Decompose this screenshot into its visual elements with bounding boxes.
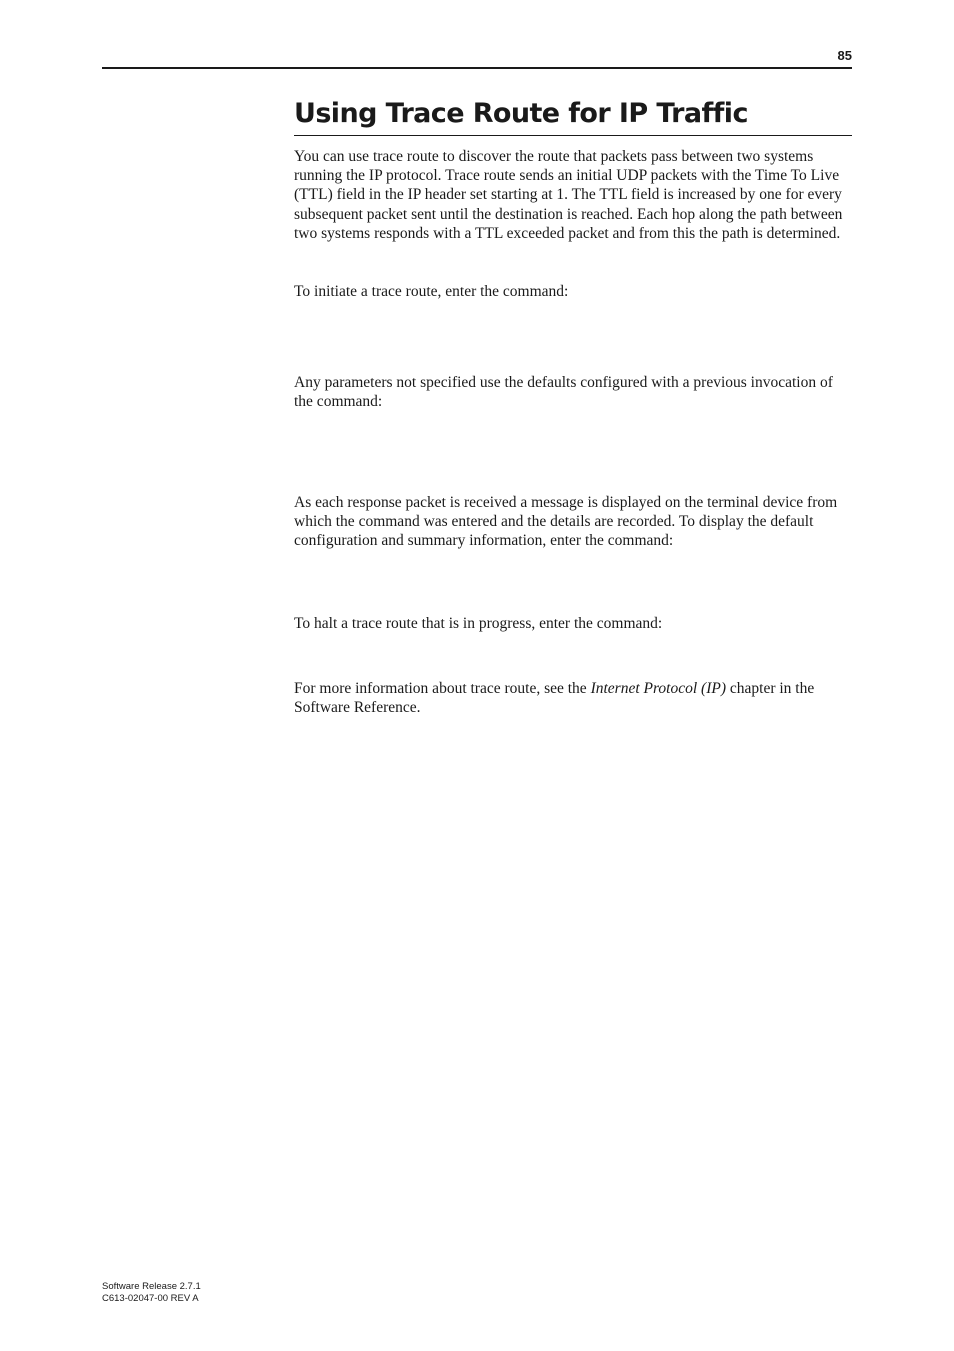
defaults-paragraph: Any parameters not specified use the defaults configured with a previous invocation of the command: xyxy=(294,374,833,411)
halt-paragraph: To halt a trace route that is in progress, enter the command: xyxy=(294,615,663,632)
header-rule xyxy=(102,67,852,69)
footer-release: Software Release 2.7.1 xyxy=(102,1281,201,1292)
footer xyxy=(102,1281,201,1305)
ip-chapter-reference: Internet Protocol (IP) xyxy=(590,680,726,697)
intro-paragraph: You can use trace route to discover the route that packets pass between two systems running the IP protocol. Trace route sends an initial UDP packets with the Time To Live (TTL) field in the IP header set starting at 1. The TTL field is increased by one for every subsequent packet sent until the destination is reached. Each hop along the path between two systems responds with a TTL exceeded packet and from this the path is determined. xyxy=(294,148,843,242)
main-content xyxy=(294,96,852,717)
more-info-paragraph xyxy=(294,679,854,717)
more-info-text-start: For more information about trace route, see the xyxy=(294,680,591,697)
page-number: 85 xyxy=(837,48,852,63)
response-paragraph: As each response packet is received a message is displayed on the terminal device from which the command was entered and the details are recorded. To display the default configuration and summary information, enter the command: xyxy=(294,494,838,550)
footer-doc-id: C613-02047-00 REV A xyxy=(102,1293,199,1304)
initiate-paragraph: To initiate a trace route, enter the command: xyxy=(294,283,569,300)
section-title: Using Trace Route for IP Traffic xyxy=(294,96,852,136)
more-info-text-end: chapter in the Software Reference. xyxy=(294,680,815,717)
